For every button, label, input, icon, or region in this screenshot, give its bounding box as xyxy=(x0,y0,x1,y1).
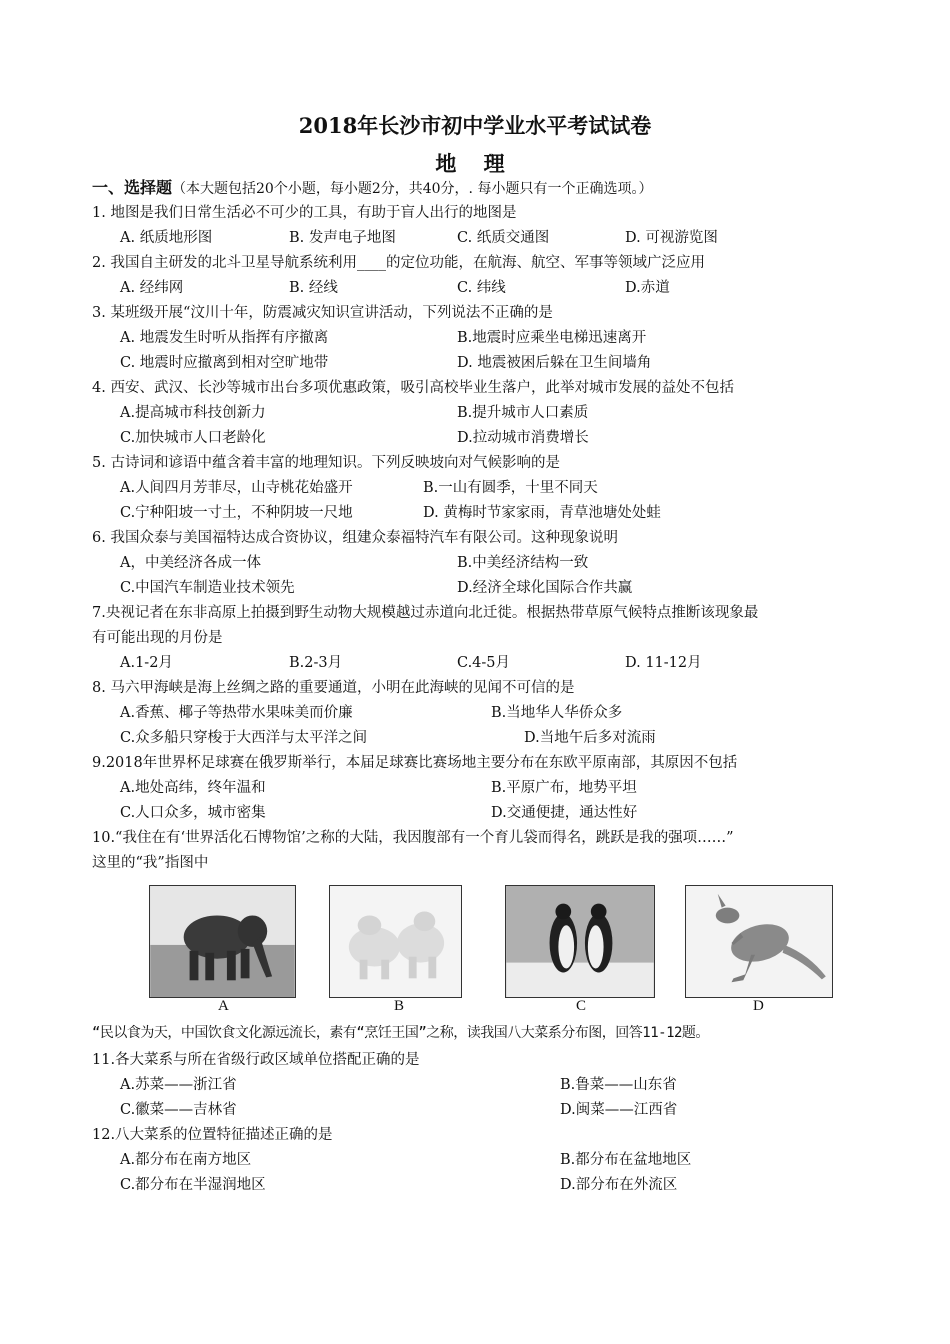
question-stem: 10.“我住在有‘世界活化石博物馆’之称的大陆，我因腹部有一个育儿袋而得名，跳跃是我的强项……” xyxy=(92,830,734,846)
option: C.人口众多，城市密集 xyxy=(120,805,266,821)
option: A.都分布在南方地区 xyxy=(120,1152,252,1168)
option: D.经济全球化国际合作共赢 xyxy=(457,580,633,596)
kangaroo-photo xyxy=(685,885,833,998)
penguins-photo xyxy=(505,885,655,998)
option: D. 可视游览图 xyxy=(625,230,718,246)
option: B. 发声电子地图 xyxy=(289,230,396,246)
option: A.1-2月 xyxy=(120,655,173,671)
option: D.赤道 xyxy=(625,280,670,296)
option: C. 纬线 xyxy=(457,280,506,296)
option: D.部分布在外流区 xyxy=(560,1177,678,1193)
option: D. 11-12月 xyxy=(625,655,702,671)
photo-label-a: A xyxy=(218,998,229,1014)
option: C.都分布在半湿润地区 xyxy=(120,1177,266,1193)
option: B.一山有圆季，十里不同天 xyxy=(423,480,598,496)
section-heading: 一、选择题 xyxy=(92,178,173,197)
question-stem: 1. 地图是我们日常生活必不可少的工具，有助于盲人出行的地图是 xyxy=(92,205,517,221)
question-stem: 5. 古诗词和谚语中蕴含着丰富的地理知识。下列反映坡向对气候影响的是 xyxy=(92,455,560,471)
photo-label-b: B xyxy=(394,998,405,1014)
option: C.徽菜——吉林省 xyxy=(120,1102,237,1118)
question-stem: 3. 某班级开展“汶川十年，防震减灾知识宣讲活动，下列说法不正确的是 xyxy=(92,305,553,321)
option: D. 地震被困后躲在卫生间墙角 xyxy=(457,355,652,371)
option: A. 地震发生时听从指挥有序撤离 xyxy=(120,330,329,346)
question-stem-cont: 这里的“我”指图中 xyxy=(92,855,209,871)
option: B.鲁菜——山东省 xyxy=(560,1077,677,1093)
option: A. 经纬网 xyxy=(120,280,184,296)
option: B.提升城市人口素质 xyxy=(457,405,589,421)
option: C.中国汽车制造业技术领先 xyxy=(120,580,295,596)
question-stem: 11.各大菜系与所在省级行政区域单位搭配正确的是 xyxy=(92,1052,420,1068)
option: C.4-5月 xyxy=(457,655,511,671)
question-stem: 8. 马六甲海峡是海上丝绸之路的重要通道，小明在此海峡的见闻不可信的是 xyxy=(92,680,575,696)
option: D.拉动城市消费增长 xyxy=(457,430,589,446)
option: B. 经线 xyxy=(289,280,338,296)
question-stem: 7.央视记者在东非高原上拍摄到野生动物大规模越过赤道向北迁徙。根据热带草原气候特点推断该现象最 xyxy=(92,605,759,621)
option: B.都分布在盆地地区 xyxy=(560,1152,692,1168)
question-stem: 12.八大菜系的位置特征描述正确的是 xyxy=(92,1127,333,1143)
section-heading-row xyxy=(92,178,652,199)
question-stem-cont: 有可能出现的月份是 xyxy=(92,630,223,646)
question-stem: 6. 我国众泰与美国福特达成合资协议，组建众泰福特汽车有限公司。这种现象说明 xyxy=(92,530,618,546)
elephant-photo xyxy=(149,885,296,998)
option: B.地震时应乘坐电梯迅速离开 xyxy=(457,330,647,346)
option: C.宁种阳坡一寸土，不种阴坡一尺地 xyxy=(120,505,353,521)
option: B.平原广布，地势平坦 xyxy=(491,780,637,796)
option: D.闽菜——江西省 xyxy=(560,1102,678,1118)
option: C. 地震时应撤离到相对空旷地带 xyxy=(120,355,329,371)
option: D. 黄梅时节家家雨，青草池塘处处蛙 xyxy=(423,505,661,521)
option: A.苏菜——浙江省 xyxy=(120,1077,237,1093)
option: C.众多船只穿梭于大西洋与太平洋之间 xyxy=(120,730,368,746)
option: A.香蕉、椰子等热带水果味美而价廉 xyxy=(120,705,353,721)
option: A.地处高纬，终年温和 xyxy=(120,780,266,796)
question-stem: 2. 我国自主研发的北斗卫星导航系统利用____的定位功能，在航海、航空、军事等领域广泛应用 xyxy=(92,255,705,271)
photo-label-c: C xyxy=(576,998,587,1014)
option: C. 纸质交通图 xyxy=(457,230,550,246)
option: D.交通便捷，通达性好 xyxy=(491,805,638,821)
question-stem: 9.2018年世界杯足球赛在俄罗斯举行，本届足球赛比赛场地主要分布在东欧平原南部，其原因不包括 xyxy=(92,755,738,771)
subject-title: 地 理 xyxy=(435,151,515,176)
intro-11-12: “民以食为天，中国饮食文化源远流长，素有“烹饪王国”之称，读我国八大菜系分布图，回答11-12题。 xyxy=(92,1025,709,1041)
option: A，中美经济各成一体 xyxy=(120,555,261,571)
option: C.加快城市人口老龄化 xyxy=(120,430,266,446)
section-note: （本大题包括20个小题，每小题2分，共40分，. 每小题只有一个正确选项。） xyxy=(172,181,653,197)
option: A.提高城市科技创新力 xyxy=(120,405,266,421)
option: A. 纸质地形图 xyxy=(120,230,213,246)
option: B.2-3月 xyxy=(289,655,343,671)
exam-title: 2018年长沙市初中学业水平考试试卷 xyxy=(298,113,652,138)
option: D.当地午后多对流雨 xyxy=(524,730,656,746)
polar-bears-photo xyxy=(329,885,462,998)
option: B.当地华人华侨众多 xyxy=(491,705,623,721)
option: A.人间四月芳菲尽，山寺桃花始盛开 xyxy=(120,480,353,496)
option: B.中美经济结构一致 xyxy=(457,555,589,571)
photo-label-d: D xyxy=(753,998,764,1014)
question-stem: 4. 西安、武汉、长沙等城市出台多项优惠政策，吸引高校毕业生落户，此举对城市发展的益处不包括 xyxy=(92,380,734,396)
